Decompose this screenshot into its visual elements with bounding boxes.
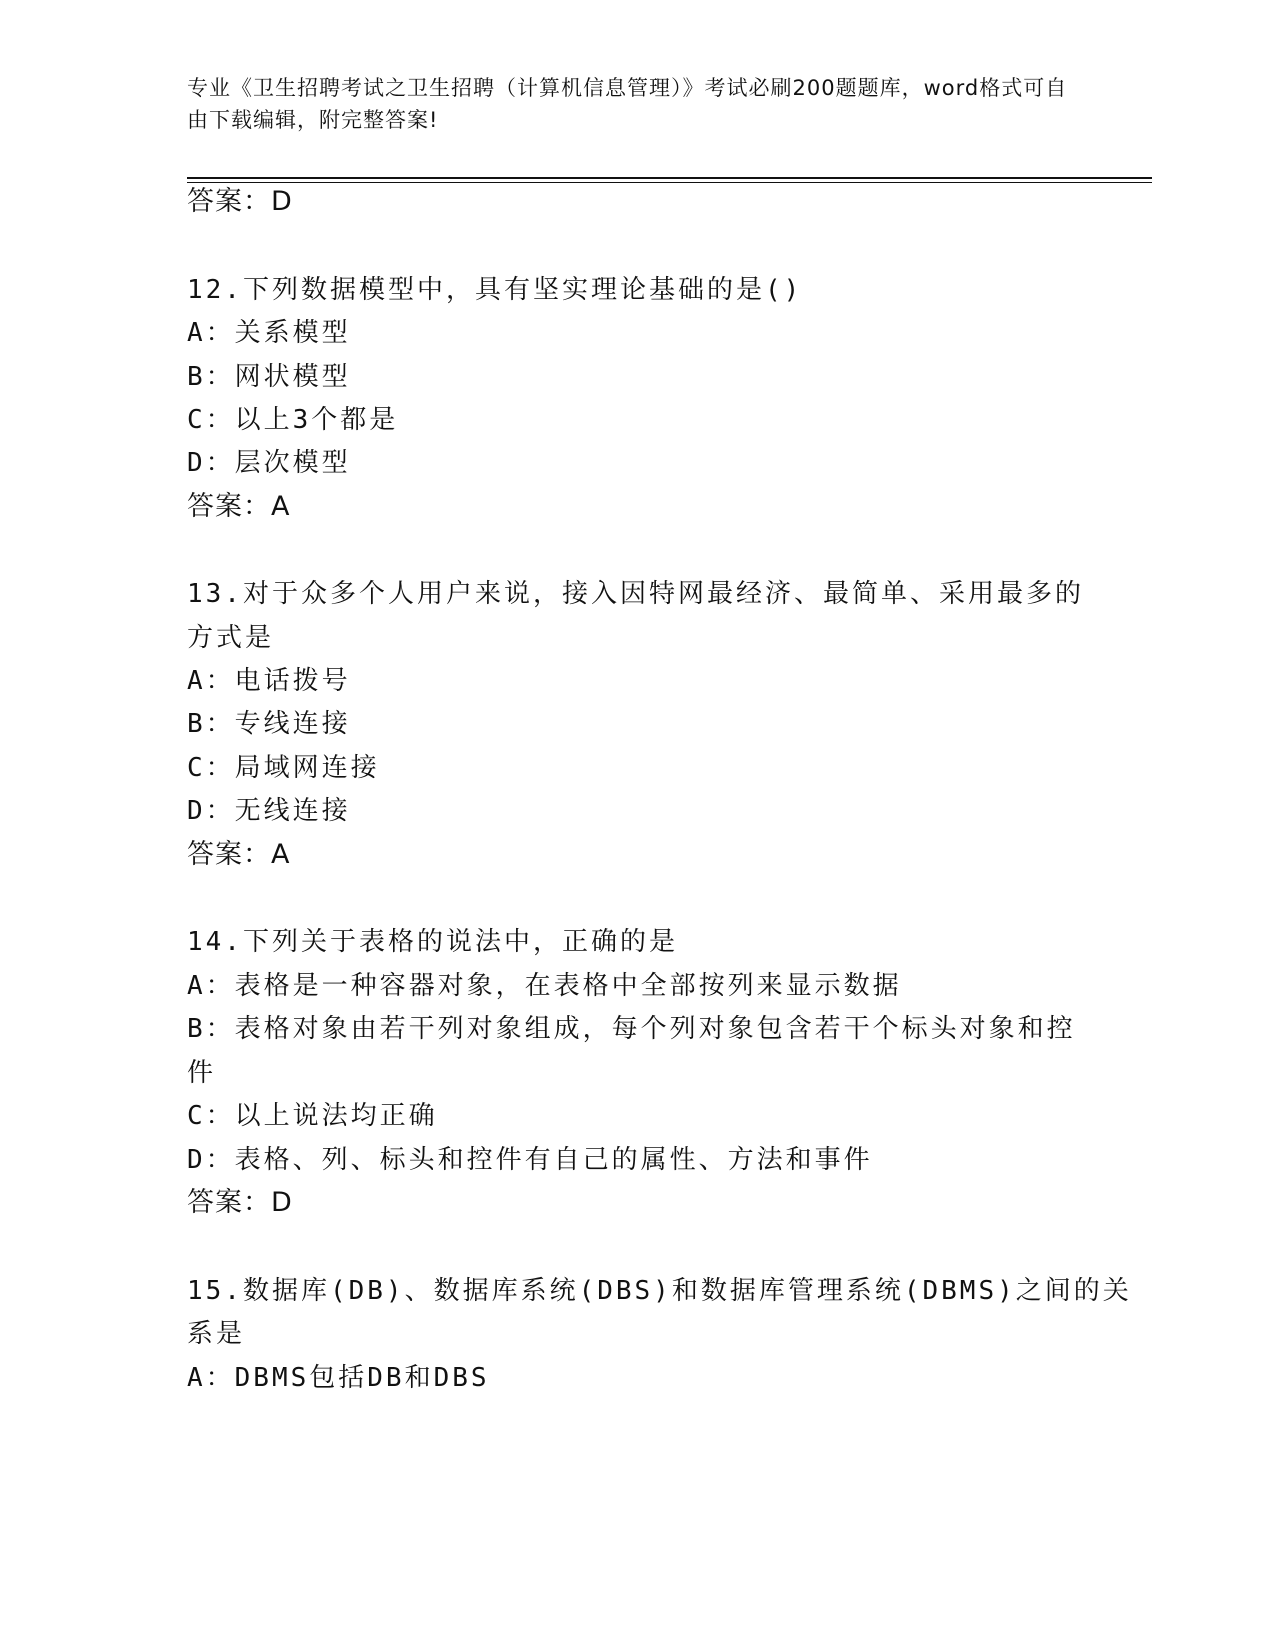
answer-line: 答案：D <box>187 1187 293 1218</box>
option-d: D：无线连接 <box>187 796 351 826</box>
option-b: B：表格对象由若干列对象组成，每个列对象包含若干个标头对象和控 <box>187 1014 1076 1044</box>
option-c: C：以上说法均正确 <box>187 1101 438 1131</box>
option-a: A：关系模型 <box>187 318 351 348</box>
option-d: D：层次模型 <box>187 448 351 478</box>
option-b: B：网状模型 <box>187 362 351 392</box>
answer-line: 答案：A <box>187 839 291 870</box>
document-header: 专业《卫生招聘考试之卫生招聘（计算机信息管理）》考试必刷200题题库，word格式可自由下载编辑，附完整答案! <box>187 76 1068 132</box>
question-stem-continuation: 系是 <box>187 1319 246 1349</box>
option-a: A：DBMS包括DB和DBS <box>187 1363 490 1393</box>
header-rule-thick <box>187 177 1152 179</box>
question-stem: 15.数据库(DB)、数据库系统(DBS)和数据库管理系统(DBMS)之间的关 <box>187 1276 1132 1306</box>
option-b-continuation: 件 <box>187 1058 217 1088</box>
question-stem: 14.下列关于表格的说法中，正确的是 <box>187 927 678 957</box>
answer-line: 答案：A <box>187 491 291 522</box>
question-stem: 13.对于众多个人用户来说，接入因特网最经济、最简单、采用最多的 <box>187 579 1084 609</box>
option-b: B：专线连接 <box>187 709 351 739</box>
question-stem-continuation: 方式是 <box>187 623 275 653</box>
answer-line: 答案：D <box>187 186 293 217</box>
option-a: A：电话拨号 <box>187 666 351 696</box>
option-c: C：以上3个都是 <box>187 405 399 435</box>
question-stem: 12.下列数据模型中，具有坚实理论基础的是() <box>187 275 803 305</box>
option-a: A：表格是一种容器对象，在表格中全部按列来显示数据 <box>187 971 902 1001</box>
option-c: C：局域网连接 <box>187 753 380 783</box>
option-d: D：表格、列、标头和控件有自己的属性、方法和事件 <box>187 1145 873 1175</box>
